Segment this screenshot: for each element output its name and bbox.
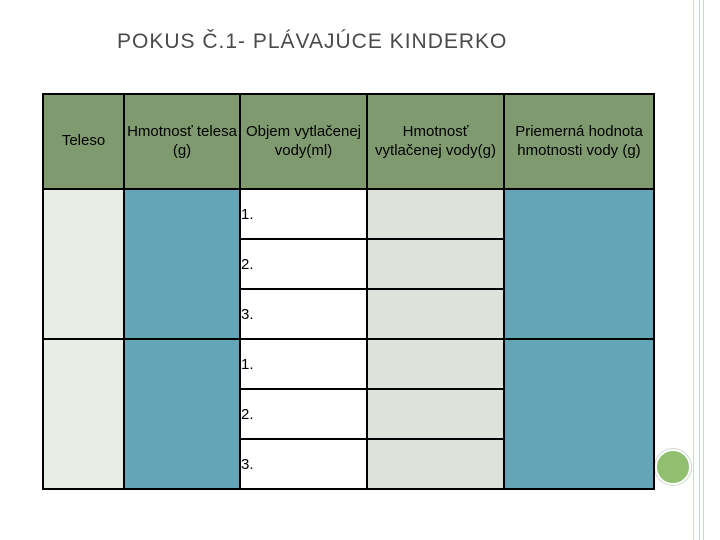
results-table [42,93,655,490]
header-hmotnost-telesa: Hmotnosť telesa (g) [124,94,240,189]
hmotnost-telesa-cell[interactable] [124,339,240,489]
hmotnost-vody-cell[interactable] [367,389,504,439]
header-objem-vody: Objem vytlačenej vody(ml) [240,94,367,189]
measurement-label: 1. [240,339,367,389]
teleso-cell[interactable] [43,339,124,489]
priemerna-hodnota-cell[interactable] [504,189,654,339]
priemerna-hodnota-cell[interactable] [504,339,654,489]
decor-circle [655,449,691,485]
table-row [43,189,654,239]
slide-title: POKUS Č.1- PLÁVAJÚCE KINDERKO [117,30,508,53]
table-row [43,339,654,389]
measurement-label: 2. [240,389,367,439]
header-teleso: Teleso [43,94,124,189]
hmotnost-vody-cell[interactable] [367,339,504,389]
decor-line [703,0,704,540]
teleso-cell[interactable] [43,189,124,339]
hmotnost-telesa-cell[interactable] [124,189,240,339]
measurement-label: 3. [240,439,367,489]
hmotnost-vody-cell[interactable] [367,289,504,339]
hmotnost-vody-cell[interactable] [367,439,504,489]
measurement-label: 3. [240,289,367,339]
decor-line [693,0,694,540]
header-priemerna-hodnota: Priemerná hodnota hmotnosti vody (g) [504,94,654,189]
header-row [43,94,654,189]
measurement-label: 2. [240,239,367,289]
measurement-label: 1. [240,189,367,239]
decor-line [699,0,700,540]
hmotnost-vody-cell[interactable] [367,239,504,289]
hmotnost-vody-cell[interactable] [367,189,504,239]
header-hmotnost-vody: Hmotnosť vytlačenej vody(g) [367,94,504,189]
